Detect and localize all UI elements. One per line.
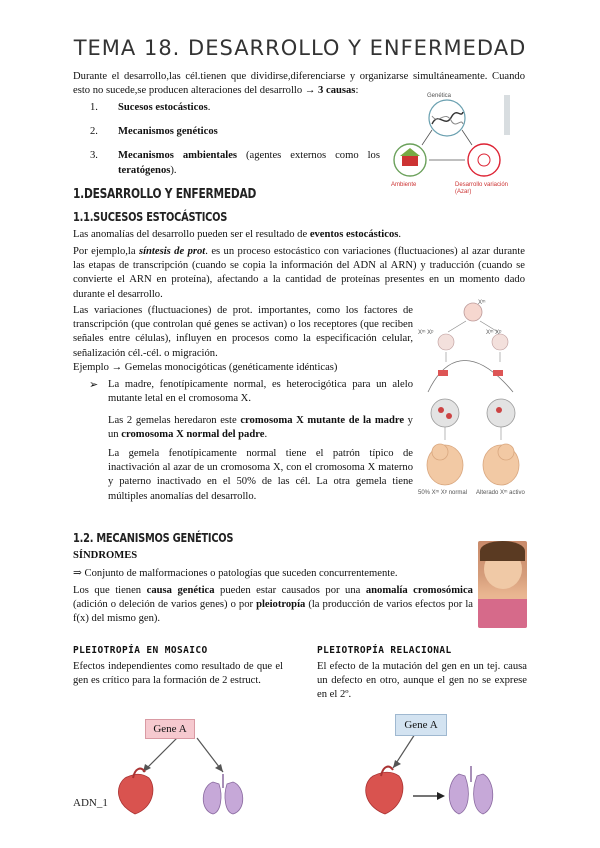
fig2-caption-left: 50% Xᵐ Xᵖ normal <box>418 490 468 496</box>
twins-diagram <box>418 300 528 510</box>
bullet-arrow-icon: ➢ <box>89 379 99 391</box>
relational-title: PLEIOTROPÍA RELACIONAL <box>317 645 452 656</box>
child-photo <box>478 541 527 628</box>
relational-text: El efecto de la mutación del gen en un tej. causa un defecto en otro, aunque el gen no se exprese en el 2º. <box>317 661 527 701</box>
paragraph-twins-inherit: Las 2 gemelas heredaron este cromosoma X mutante de la madre y un cromosoma X normal del padre. <box>108 415 413 441</box>
paragraph-fluctuations: Las variaciones (fluctuaciones) de prot. importantes, como los factores de transcripción (que controlan qué genes se activan) o los receptores (que reciben señales entre células), influyen en procesos como la especificación celular, señalización cél.-cél. o migración. <box>73 305 413 359</box>
fig1-label-right: Desarrollo variación (Azar) <box>455 182 509 195</box>
hair-shape <box>480 541 525 561</box>
shirt-shape <box>478 599 527 628</box>
page-title: TEMA 18. DESARROLLO Y ENFERMEDAD <box>73 36 527 60</box>
section-heading-1-2: 1.2. MECANISMOS GENÉTICOS <box>73 531 234 545</box>
paragraph-stochastic: Las anomalías del desarrollo pueden ser el resultado de eventos estocásticos. <box>73 229 402 240</box>
mosaic-diagram <box>105 716 305 816</box>
paragraph-inactivation: La gemela fenotípicamente normal tiene el patrón típico de inactivación al azar de un cromosoma X, con el cromosoma X materno y paterno inactivado en el 50% de las cél. La otra gemela tiene múltiples anomalías del desarrollo. <box>108 448 413 502</box>
paragraph-protein-synthesis: Por ejemplo,la síntesis de prot. es un proceso estocástico con variaciones (fluctuaciones) al azar durante las etapas de transcripción (cuando se copia la información del ADN al ARN) y traducción (cuando se convierte el ARN en proteína), afectando a la cantidad de proteínas presentes en un momento dado durante el desarrollo. <box>73 246 525 300</box>
causes-diagram <box>387 90 517 200</box>
mosaic-title: PLEIOTROPÍA EN MOSAICO <box>73 645 208 656</box>
paragraph-syndromes-def: ⇒ Conjunto de malformaciones o patologías que suceden concurrentemente. <box>73 568 398 579</box>
paragraph-genetic-cause: Los que tienen causa genética pueden estar causados por una anomalía cromosómica (adición o deleción de varios genes) o por pleiotropía (la producción de varios efectos por la f(x) del mismo gen). <box>73 585 473 625</box>
mosaic-svg <box>105 716 305 816</box>
relational-diagram <box>355 710 535 820</box>
fig2-label-mid-left: Xᵐ Xᵖ <box>418 330 434 336</box>
list-item: 1. Sucesos estocásticos. <box>90 102 211 113</box>
section-heading-1-1: 1.1.SUCESOS ESTOCÁSTICOS <box>73 210 228 224</box>
intro-paragraph: Durante el desarrollo,las cél.tienen que dividirse,diferenciarse y organizarse simultáneamente. Cuando esto no sucede,se producen alteraciones del desarrollo → 3 causas: <box>73 71 525 97</box>
footer-label: ADN_1 <box>73 797 108 809</box>
gene-a-box-relational: Gene A <box>395 714 447 736</box>
section-heading-1: 1.DESARROLLO Y ENFERMEDAD <box>73 187 257 202</box>
paragraph-example: Ejemplo → Gemelas monocigóticas (genéticamente idénticas) <box>73 362 338 373</box>
syndromes-heading: SÍNDROMES <box>73 550 138 561</box>
fig1-label-left: Ambiente <box>391 182 417 188</box>
bullet-text: La madre, fenotípicamente normal, es heterocigótica para un alelo mutante letal en el cromosoma X. <box>108 379 413 405</box>
twins-diagram-svg <box>418 300 528 510</box>
fig2-label-top: Xᵐ <box>478 300 486 306</box>
list-item: 2. Mecanismos genéticos <box>90 126 218 138</box>
fig1-label-top: Genética <box>427 93 452 99</box>
mosaic-text: Efectos independientes como resultado de que el gen es crítico para la formación de 2 estruct. <box>73 661 283 687</box>
gene-a-box-mosaic: Gene A <box>145 719 195 739</box>
list-item: 3. Mecanismos ambientales (agentes externos como los teratógenos). <box>90 150 380 176</box>
fig2-caption-right: Alterado Xᵐ activo <box>476 490 525 496</box>
bullet-item <box>89 378 413 406</box>
fig2-label-mid-right: Xᵐ Xᵖ <box>486 330 502 336</box>
causes-list <box>90 101 380 178</box>
